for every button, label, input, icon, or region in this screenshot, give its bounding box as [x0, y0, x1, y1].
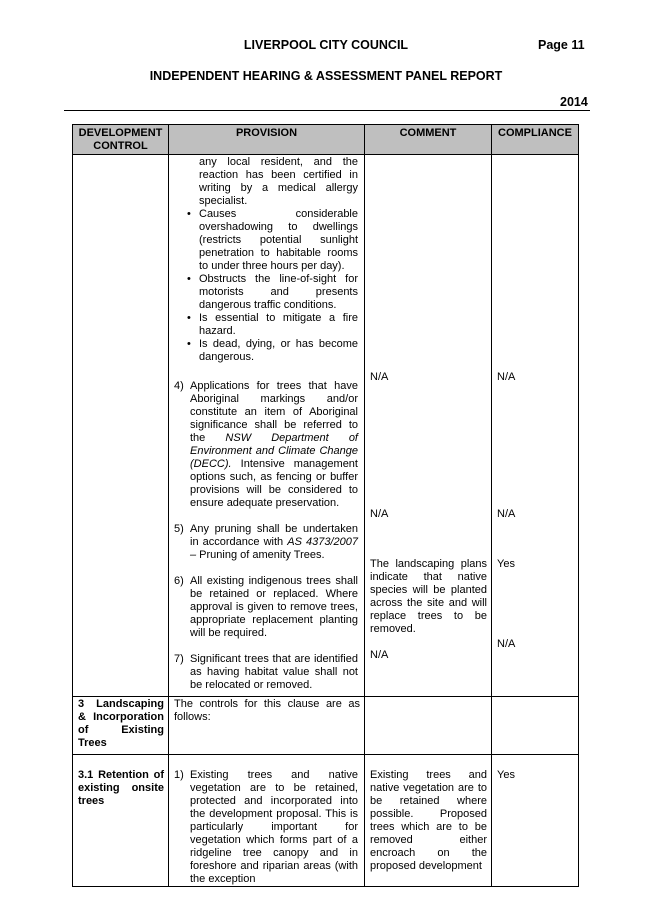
table-row-section-3: [73, 697, 579, 755]
compliance-item-4: N/A: [497, 371, 516, 383]
cell-compliance-section-3-1: [492, 755, 579, 887]
comment-item-5: N/A: [370, 508, 389, 520]
compliance-section-3-1: Yes: [497, 769, 515, 781]
compliance-item-6: Yes: [497, 558, 515, 570]
section-3-1-heading: 3.1 Retention of existing onsite trees: [78, 769, 164, 807]
section-3-intro: The controls for this clause are as follows:: [174, 698, 360, 723]
item-text-italic: AS 4373/2007 –: [190, 536, 358, 561]
comment-item-7: N/A: [370, 649, 389, 661]
list-item: • Obstructs the line-of-sight for motorists and presents dangerous traffic conditions.: [185, 273, 358, 312]
page-number: Page 11: [538, 38, 585, 52]
section-3-heading: 3 Landscaping & Incorporation of Existing Trees: [78, 698, 164, 749]
cell-control-empty: [73, 155, 169, 697]
item-text: Existing trees and native vegetation are to be retained, protected and incorporated into the development proposal. This is particularly important for vegetation which forms part of a ridgeline tree canopy and in foreshore and riparian areas (with the exception: [190, 769, 358, 885]
item-number: 7): [174, 653, 184, 665]
item-number: 4): [174, 380, 184, 392]
table-row-section-3-1: [73, 755, 579, 887]
provision-item-6: [169, 575, 364, 640]
item-text-italic: NSW Department of Environment and Climate Change (DECC).: [190, 432, 358, 470]
item-text: Applications for trees that have Aboriginal markings and/or constitute an item of Aboriginal significance shall be referred to the: [190, 380, 358, 444]
header-rule: [64, 110, 590, 111]
comment-item-6: The landscaping plans indicate that native species will be planted across the site and will replace trees to be removed.: [370, 558, 487, 635]
continued-provision: [169, 155, 364, 368]
cell-provision-section-3: [169, 697, 365, 755]
list-item: • Is dead, dying, or has become dangerous.: [185, 338, 358, 364]
item-text: All existing indigenous trees shall be retained or replaced. Where approval is given to remove trees, appropriate replacement planting will be required.: [190, 575, 358, 639]
comment-item-4: N/A: [370, 371, 389, 383]
provision-item-5: [169, 523, 364, 562]
cell-compliance-items: [492, 155, 579, 697]
cell-control-section-3-1: [73, 755, 169, 887]
provision-item-3-1: [169, 755, 364, 886]
compliance-item-7: N/A: [497, 638, 516, 650]
assessment-table: [72, 124, 579, 887]
item-number: 6): [174, 575, 184, 587]
list-item: • Causes considerable overshadowing to dwellings (restricts potential sunlight penetration to habitable rooms to under three hours per day).: [185, 208, 358, 273]
provision-item-7: [169, 653, 364, 692]
cell-comment-section-3-1: [365, 755, 492, 887]
col-header-comment: COMMENT: [365, 125, 492, 155]
item-text: Pruning of amenity Trees.: [196, 549, 325, 561]
comment-section-3-1: Existing trees and native vegetation are to be retained where possible. Proposed trees which are to be removed either encroach on the proposed development: [370, 769, 487, 872]
col-header-provision: PROVISION: [169, 125, 365, 155]
continued-intro: any local resident, and the reaction has been certified in writing by a medical allergy specialist.: [199, 156, 358, 207]
cell-provision-section-3-1: [169, 755, 365, 887]
item-number: 5): [174, 523, 184, 535]
cell-provision-items: [169, 155, 365, 697]
cell-compliance-section-3: [492, 697, 579, 755]
cell-comment-section-3: [365, 697, 492, 755]
col-header-compliance: COMPLIANCE: [492, 125, 579, 155]
report-year: 2014: [560, 95, 588, 109]
cell-control-section-3: [73, 697, 169, 755]
item-text: Any pruning shall be undertaken in accordance with: [190, 523, 358, 548]
list-item: • Is essential to mitigate a fire hazard.: [185, 312, 358, 338]
cell-comment-items: [365, 155, 492, 697]
table-row-continued: [73, 155, 579, 697]
col-header-development-control: DEVELOPMENT CONTROL: [73, 125, 169, 155]
item-number: 1): [174, 769, 184, 781]
compliance-item-5: N/A: [497, 508, 516, 520]
table-header-row: [73, 125, 579, 155]
provision-item-4: [169, 380, 364, 510]
item-text: Significant trees that are identified as having habitat value shall not be relocated or removed.: [190, 653, 358, 691]
item-text: Intensive management options such, as fencing or buffer provisions will be considered to ensure adequate preservation.: [190, 458, 358, 509]
report-title: INDEPENDENT HEARING & ASSESSMENT PANEL REPORT: [149, 69, 503, 83]
bullet-list: [185, 208, 358, 364]
council-name: LIVERPOOL CITY COUNCIL: [243, 38, 409, 52]
